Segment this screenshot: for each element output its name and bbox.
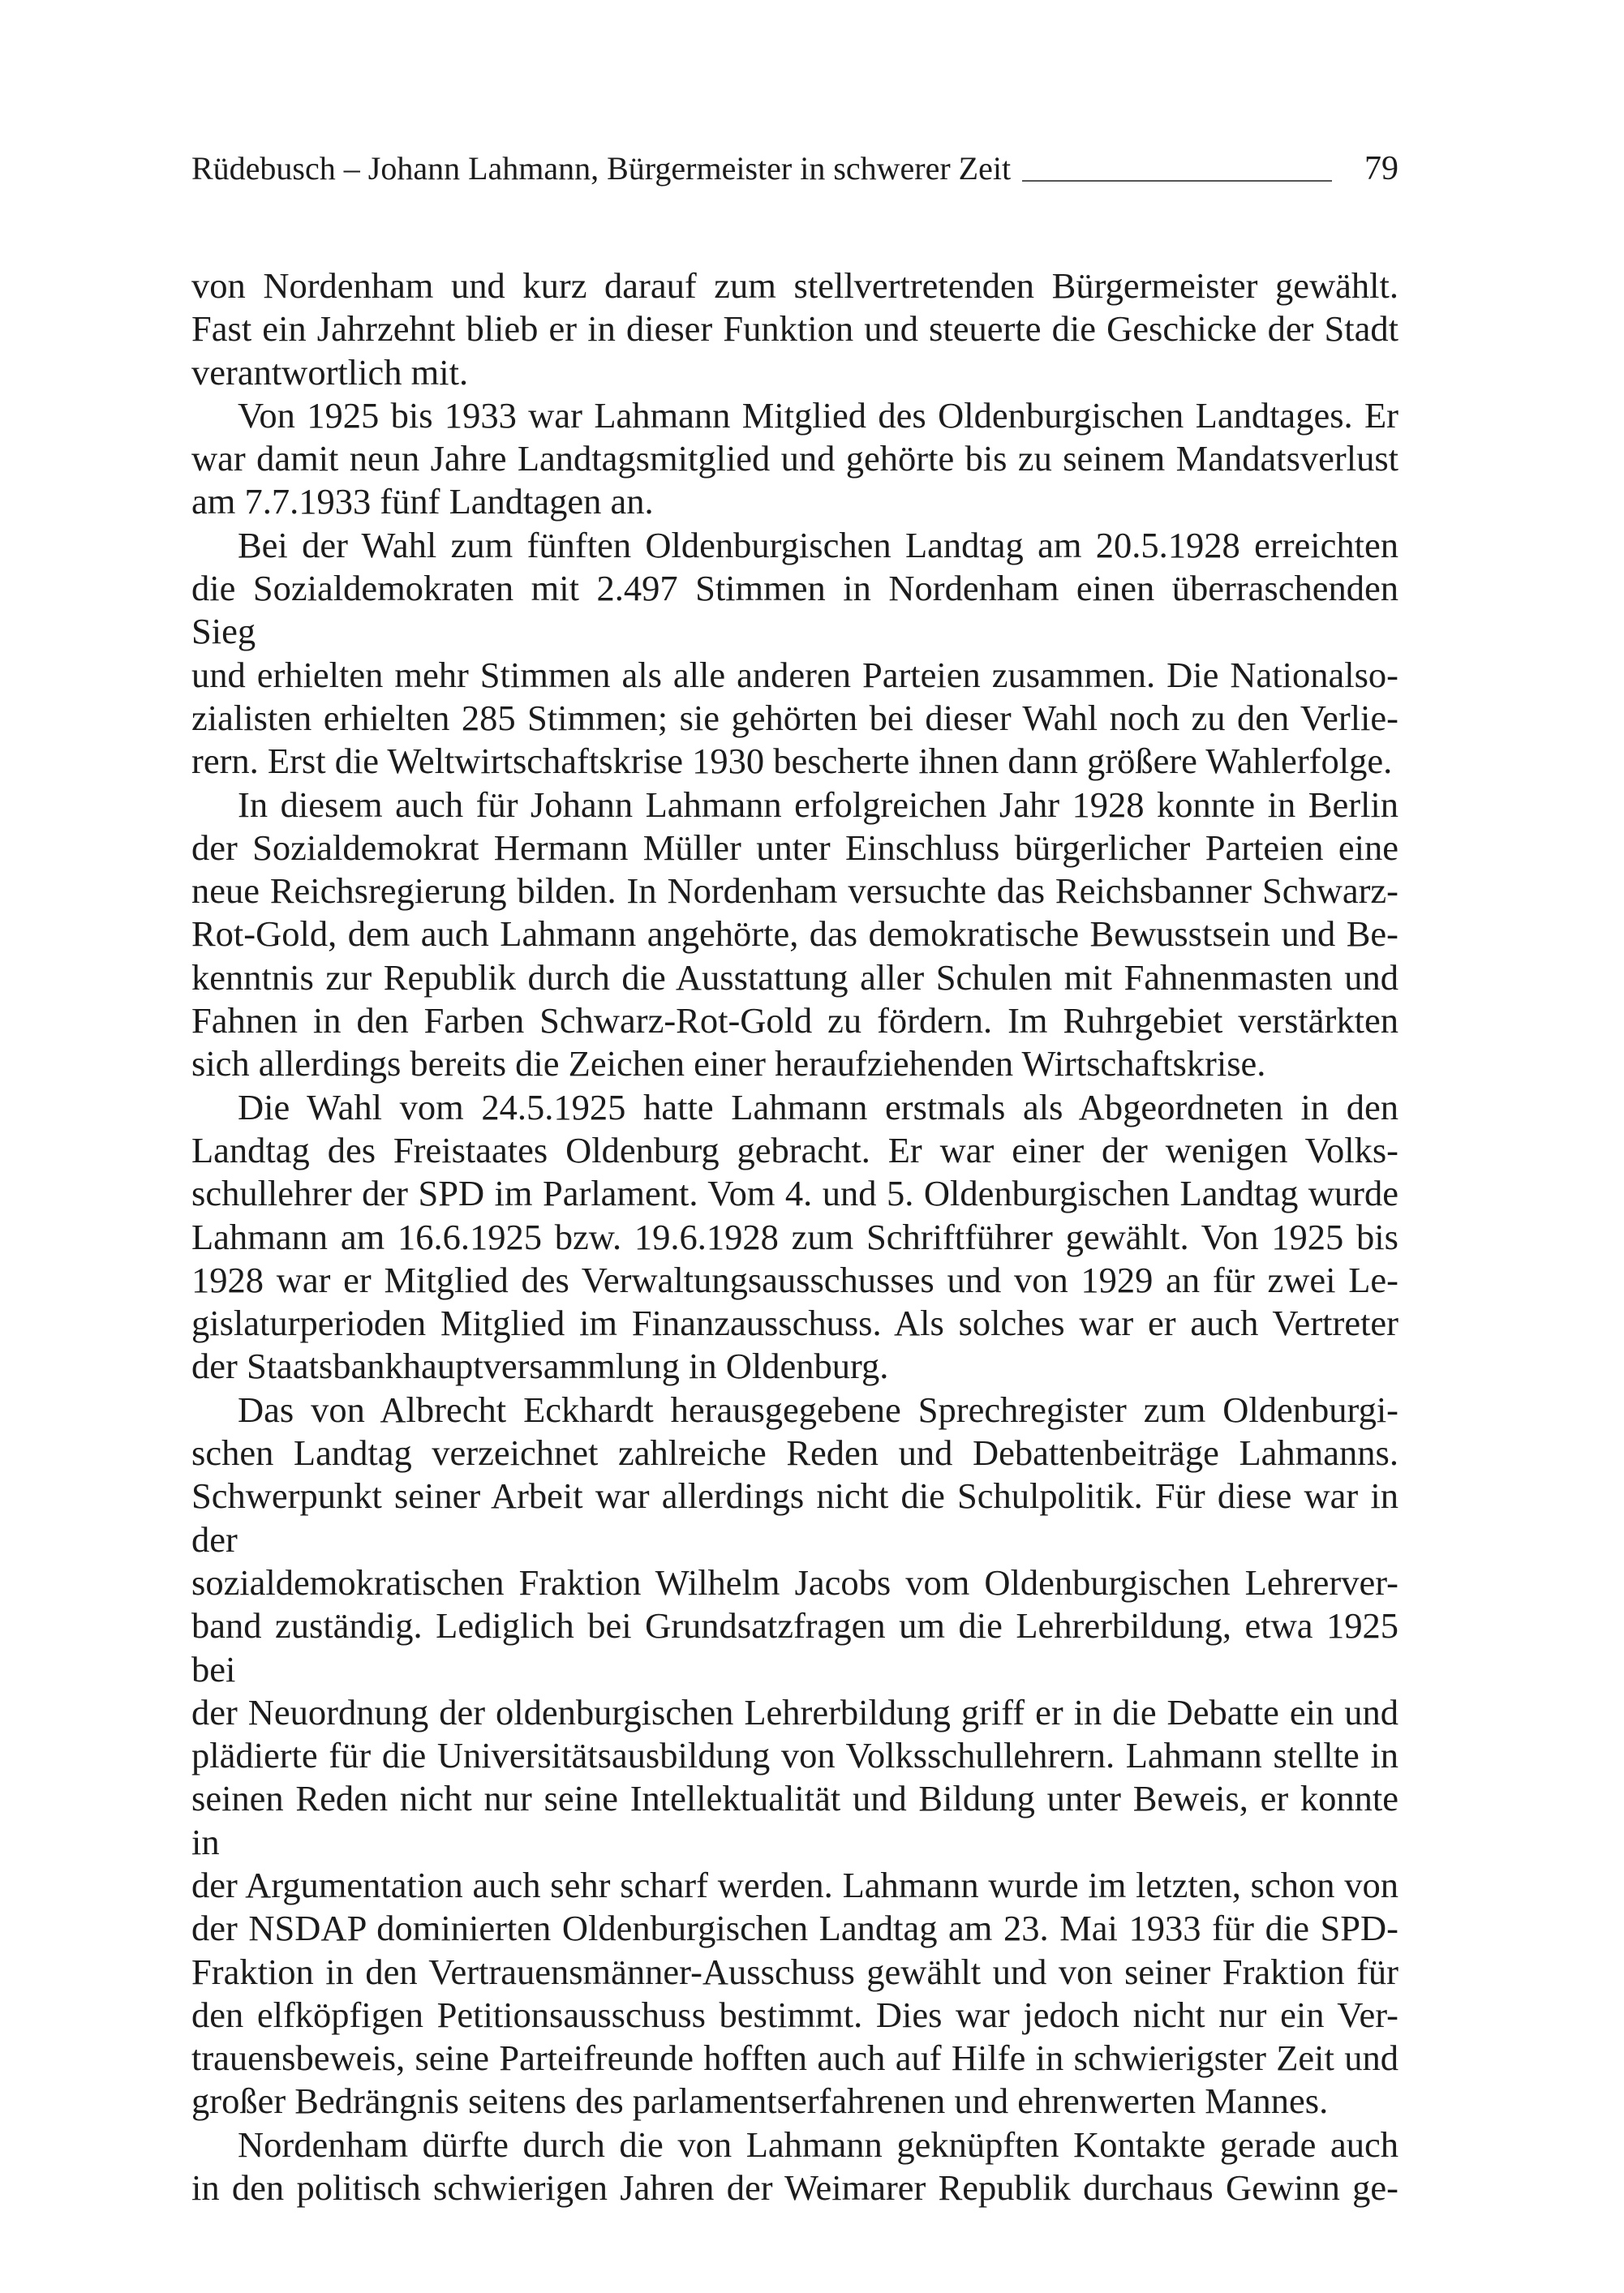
text-line: neue Reichsregierung bilden. In Nordenham versuchte das Reichsbanner Schwarz- [191, 870, 1398, 912]
text-line: in den politisch schwierigen Jahren der Weimarer Republik durchaus Gewinn ge- [191, 2167, 1398, 2209]
text-line: schen Landtag verzeichnet zahlreiche Reden und Debattenbeiträge Lahmanns. [191, 1432, 1398, 1474]
text-line: In diesem auch für Johann Lahmann erfolgreichen Jahr 1928 konnte in Berlin [238, 784, 1398, 825]
paragraph-3 [191, 524, 1398, 784]
text-line: der Argumentation auch sehr scharf werden. Lahmann wurde im letzten, schon von [191, 1864, 1398, 1905]
text-line: 1928 war er Mitglied des Verwaltungsausschusses und von 1929 an für zwei Le- [191, 1259, 1398, 1300]
text-line: der Sozialdemokrat Hermann Müller unter Einschluss bürgerlicher Parteien eine [191, 827, 1398, 868]
text-line: von Nordenham und kurz darauf zum stellvertretenden Bürgermeister gewählt. [191, 265, 1398, 306]
text-line: Landtag des Freistaates Oldenburg gebracht. Er war einer der wenigen Volks- [191, 1129, 1398, 1170]
text-line: seinen Reden nicht nur seine Intellektualität und Bildung unter Beweis, er konnte in [191, 1778, 1398, 1862]
text-line: Die Wahl vom 24.5.1925 hatte Lahmann erstmals als Abgeordneten in den [238, 1086, 1398, 1127]
text-line: sozialdemokratischen Fraktion Wilhelm Jacobs vom Oldenburgischen Lehrerver- [191, 1561, 1398, 1603]
text-line: rern. Erst die Weltwirtschaftskrise 1930 bescherte ihnen dann größere Wahlerfolge. [191, 741, 1393, 782]
text-line: Rot-Gold, dem auch Lahmann angehörte, das demokratische Bewusstsein und Be- [191, 913, 1398, 955]
text-line: der NSDAP dominierten Oldenburgischen Landtag am 23. Mai 1933 für die SPD- [191, 1908, 1398, 1949]
text-line: der Staatsbankhauptversammlung in Oldenburg. [191, 1346, 889, 1387]
paragraph-1 [191, 264, 1398, 394]
text-line: plädierte für die Universitätsausbildung von Volksschullehrern. Lahmann stellte in [191, 1735, 1398, 1776]
text-line: band zuständig. Lediglich bei Grundsatzfragen um die Lehrerbildung, etwa 1925 bei [191, 1605, 1398, 1690]
text-line: die Sozialdemokraten mit 2.497 Stimmen in Nordenham einen überraschenden Sieg [191, 568, 1398, 652]
text-line: großer Bedrängnis seitens des parlamentserfahrenen und ehrenwerten Mannes. [191, 2080, 1329, 2122]
text-line: trauensbeweis, seine Parteifreunde hofften auch auf Hilfe in schwierigster Zeit und [191, 2038, 1398, 2079]
text-line: gislaturperioden Mitglied im Finanzausschuss. Als solches war er auch Vertreter [191, 1303, 1398, 1344]
text-line: der Neuordnung der oldenburgischen Lehrerbildung griff er in die Debatte ein und [191, 1691, 1398, 1733]
text-line: Fraktion in den Vertrauensmänner-Ausschuss gewählt und von seiner Fraktion für [191, 1951, 1398, 1992]
paragraph-6 [191, 1389, 1398, 2123]
text-line: den elfköpfigen Petitionsausschuss bestimmt. Dies war jedoch nicht nur ein Ver- [191, 1994, 1398, 2035]
body-text [191, 264, 1398, 2209]
text-line: schullehrer der SPD im Parlament. Vom 4. und 5. Oldenburgischen Landtag wurde [191, 1173, 1398, 1214]
header-rule [1022, 180, 1332, 182]
text-line: zialisten erhielten 285 Stimmen; sie gehörten bei dieser Wahl noch zu den Verlie- [191, 697, 1398, 738]
text-line: war damit neun Jahre Landtagsmitglied und gehörte bis zu seinem Mandatsverlust [191, 438, 1398, 479]
paragraph-7 [191, 2123, 1398, 2210]
text-line: und erhielten mehr Stimmen als alle anderen Parteien zusammen. Die Nationalso- [191, 654, 1398, 695]
text-line: Fahnen in den Farben Schwarz-Rot-Gold zu fördern. Im Ruhrgebiet verstärkten [191, 1000, 1398, 1041]
text-line: Lahmann am 16.6.1925 bzw. 19.6.1928 zum Schriftführer gewählt. Von 1925 bis [191, 1216, 1398, 1257]
text-line: Das von Albrecht Eckhardt herausgegebene Sprechregister zum Oldenburgi- [238, 1389, 1398, 1430]
running-title: Rüdebusch – Johann Lahmann, Bürgermeister in schwerer Zeit [191, 150, 1012, 187]
paragraph-2 [191, 394, 1398, 524]
text-line: Von 1925 bis 1933 war Lahmann Mitglied des Oldenburgischen Landtages. Er [238, 394, 1398, 436]
text-line: Bei der Wahl zum fünften Oldenburgischen Landtag am 20.5.1928 erreichten [238, 524, 1398, 565]
paragraph-5 [191, 1086, 1398, 1389]
text-line: verantwortlich mit. [191, 351, 469, 393]
text-line: kenntnis zur Republik durch die Ausstattung aller Schulen mit Fahnenmasten und [191, 956, 1398, 998]
text-line: Fast ein Jahrzehnt blieb er in dieser Funktion und steuerte die Geschicke der Stadt [191, 308, 1398, 350]
text-line: am 7.7.1933 fünf Landtagen an. [191, 481, 654, 522]
text-line: Schwerpunkt seiner Arbeit war allerdings nicht die Schulpolitik. Für diese war in der [191, 1475, 1398, 1560]
paragraph-4 [191, 784, 1398, 1086]
page-number: 79 [1364, 150, 1398, 187]
text-line: sich allerdings bereits die Zeichen einer heraufziehenden Wirtschaftskrise. [191, 1043, 1266, 1084]
text-line: Nordenham dürfte durch die von Lahmann geknüpften Kontakte gerade auch [238, 2123, 1398, 2165]
running-header [191, 144, 1398, 193]
